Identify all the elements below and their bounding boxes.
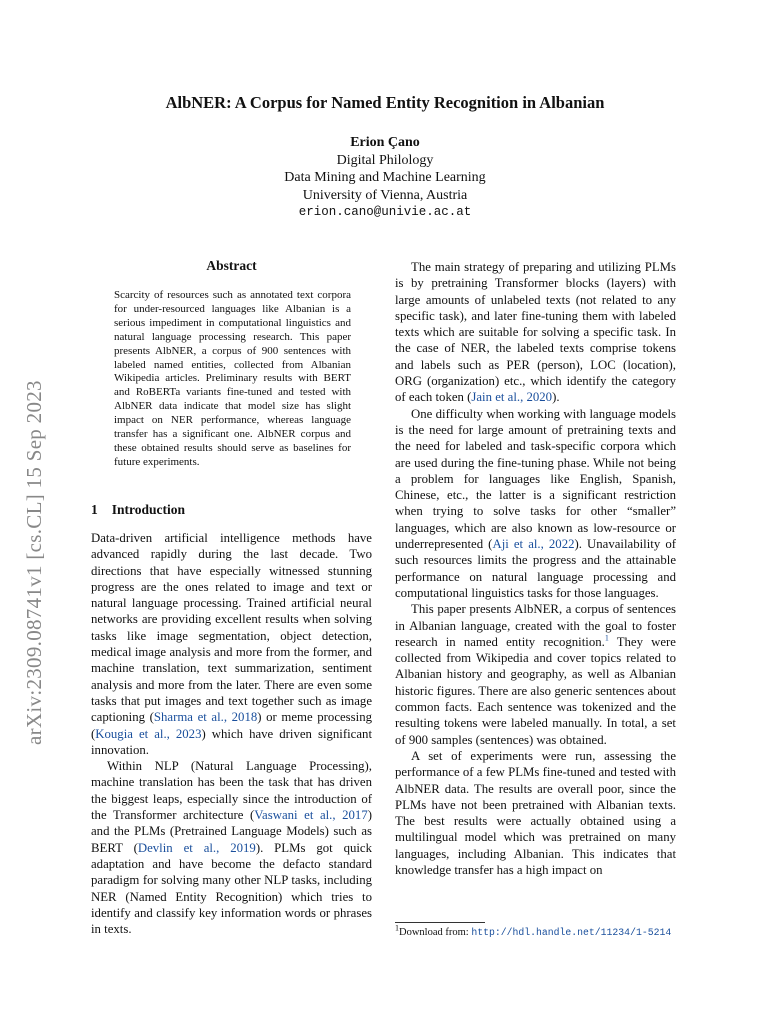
- citation-devlin[interactable]: Devlin et al., 2019: [137, 840, 256, 855]
- right-column-body: [395, 259, 676, 878]
- citation-sharma[interactable]: Sharma et al., 2018: [153, 710, 258, 725]
- section-number: 1: [91, 502, 98, 517]
- citation-aji[interactable]: Aji et al., 2022: [492, 537, 575, 552]
- footnote-label: Download from:: [399, 927, 472, 938]
- author-email: erion.cano@univie.ac.at: [298, 205, 472, 219]
- intro-paragraph-1: Data-driven artificial intelligence methods have advanced rapidly during the last decade. Two directions that have especially witnessed stunning progress are the ones related to image and text or natural language processing. Trained artificial neural networks are providing excellent results when solving tasks like image segmentation, object detection, medical image analysis and more from the former, and machine translation, text summarization, sentiment analysis and more from the later. There are even some tasks that put images and text together such as image captioning (Sharma et al., 2018) or meme processing (Kougia et al., 2023) which have driven significant innovation.: [91, 531, 372, 757]
- footnote-url-link[interactable]: http://hdl.handle.net/11234/1-5214: [471, 927, 672, 938]
- author-affiliation-group: Data Mining and Machine Learning: [284, 170, 486, 185]
- left-column-body: [91, 530, 372, 937]
- author-affiliation-dept: Digital Philology: [336, 152, 434, 168]
- author-name: Erion Çano: [350, 135, 420, 150]
- paper-title: AlbNER: A Corpus for Named Entity Recognition in Albanian: [165, 93, 605, 112]
- citation-kougia[interactable]: Kougia et al., 2023: [95, 726, 202, 741]
- citation-jain[interactable]: Jain et al., 2020: [471, 390, 553, 405]
- right-paragraph-1: The main strategy of preparing and utilizing PLMs is by pretraining Transformer blocks (layers) with large amounts of unlabeled texts (not related to any specific task), and later fine-tuning them with labeled texts which are suitable for solving a specific task. In the case of NER, the labeled texts comprise tokens and labels such as PER (person), LOC (location), ORG (organization) etc., which identify the category of each token (Jain et al., 2020).: [395, 260, 676, 405]
- right-paragraph-2: One difficulty when working with language models is the need for large amount of pretraining texts and the need for labeled and task-specific corpora which are used during the fine-tuning phase. While not being a problem for languages like English, Spanish, Chinese, etc., the latter is a significant restriction when trying to solve tasks for other “smaller” languages, which are also known as low-resource or underrepresented (Aji et al., 2022). Unavailability of such resources limits the progress and the attainable performance on natural language processing and computational linguistics tasks for those languages.: [395, 406, 676, 600]
- right-paragraph-4: A set of experiments were run, assessing the performance of a few PLMs fine-tuned and tested with AlbNER data. The results are overall poor, since the PLMs have not been pretrained with Albanian texts. The best results were actually obtained using a multilingual model which was pretrained on many languages, including Albanian. This indicates that knowledge transfer has a high impact on: [395, 748, 676, 877]
- abstract-text: Scarcity of resources such as annotated text corpora for under-resourced languages like Albanian is a serious impediment in computational linguistics and natural language processing research. This paper presents AlbNER, a corpus of 900 sentences with labeled named entities, collected from Albanian Wikipedia articles. Preliminary results with BERT and RoBERTa variants fine-tuned and tested with AlbNER data indicate that model size has slight impact on NER performance, whereas language transfer has a significant one. AlbNER corpus and these obtained results should serve as baselines for future experiments.: [114, 289, 351, 468]
- section-title: Introduction: [111, 502, 186, 517]
- footnote-reference[interactable]: 1: [604, 633, 609, 643]
- abstract-heading: Abstract: [206, 258, 257, 273]
- arxiv-identifier: arXiv:2309.08741v1 [cs.CL] 15 Sep 2023: [22, 380, 46, 745]
- footnote: [395, 923, 672, 938]
- footnote-mark: 1: [395, 923, 399, 933]
- right-paragraph-3: This paper presents AlbNER, a corpus of sentences in Albanian language, created with the goal to foster research in named entity recognition.$^1$ They were collected from Wikipedia and cover topics related to Albanian history and geography, as well as Albanian historic figures. There are also generic sentences about common facts. Each sentence was tokenized and the resulting tokens were labeled manually. In total, a set of 900 samples (sentences) was obtained.: [395, 602, 676, 747]
- author-block: [90, 134, 680, 222]
- intro-paragraph-2: Within NLP (Natural Language Processing), machine translation has been the task that has driven the biggest leaps, especially since the introduction of the Transformer architecture (Vaswani et al., 2017) and the PLMs (Pretrained Language Models) such as BERT (Devlin et al., 2019). PLMs got quick adaptation and have become the defacto standard paradigm for solving many other NLP tasks, including NER (Named Entity Recognition) which tries to identify and classify key information words or phrases in texts.: [91, 759, 373, 937]
- citation-vaswani[interactable]: Vaswani et al., 2017: [254, 808, 368, 823]
- footnote-divider: [395, 922, 485, 923]
- section-heading-introduction: [91, 502, 185, 518]
- author-affiliation-university: University of Vienna, Austria: [302, 187, 468, 203]
